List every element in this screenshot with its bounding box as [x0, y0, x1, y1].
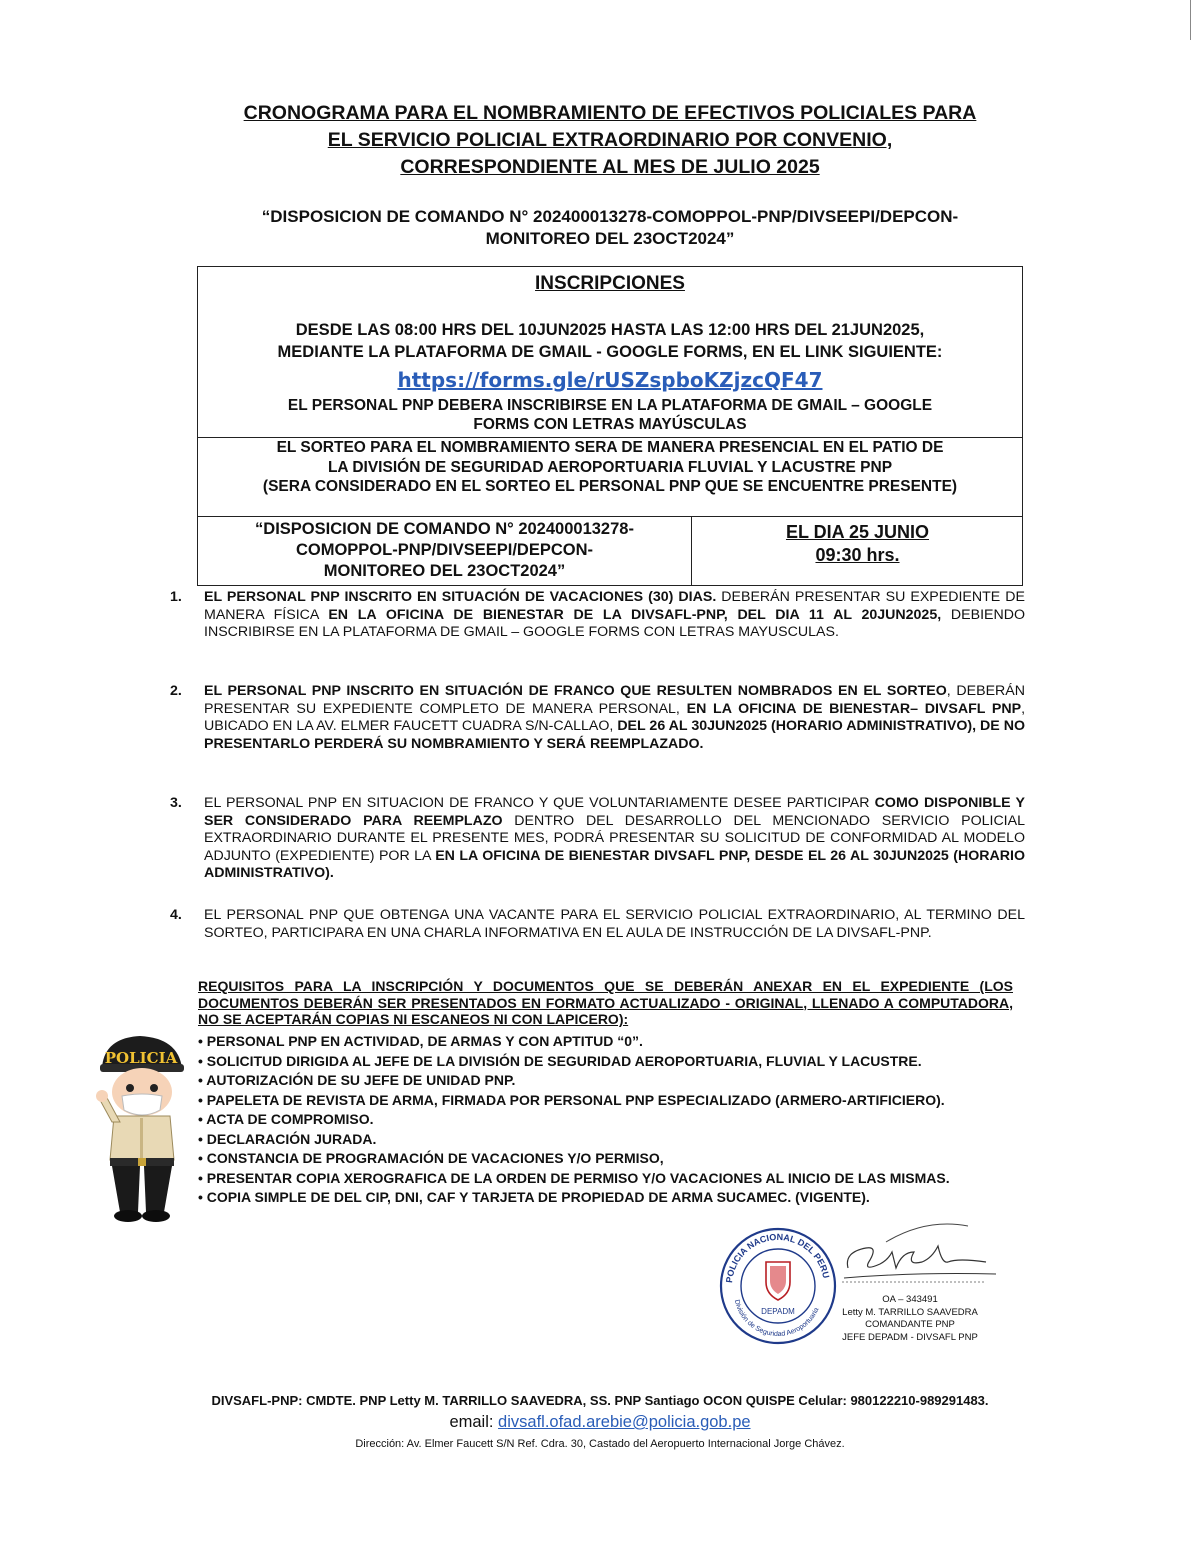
requisito-item: • AUTORIZACIÓN DE SU JEFE DE UNIDAD PNP. [198, 1071, 1038, 1091]
title-line: EL SERVICIO POLICIAL EXTRAORDINARIO POR CONVENIO, [327, 129, 893, 151]
requisito-item: • CONSTANCIA DE PROGRAMACIÓN DE VACACIONES Y/O PERMISO, [198, 1149, 1038, 1169]
signature-line: OA – 343491 [882, 1294, 938, 1305]
cell-divider [691, 516, 692, 585]
item-text-run: , DEBERÁN PRESENTAR SU EXPEDIENTE COMPLETO DE MANERA PERSONAL, [204, 683, 1025, 717]
signature-line: Letty M. TARRILLO SAAVEDRA [842, 1306, 978, 1318]
item-text-run: DENTRO DEL DESARROLLO DEL MENCIONADO SERVICIO POLICIAL EXTRAORDINARIO DURANTE EL PRESENTE MES, PODRÁ PRESENTAR SU SOLICITUD DE CONFORMIDAD AL MODELO ADJUNTO (EXPEDIENTE) POR LA [204, 812, 1025, 864]
requisito-item: • PRESENTAR COPIA XEROGRAFICA DE LA ORDEN DE PERMISO Y/O VACACIONES AL INICIO DE LAS MISMAS. [198, 1169, 1038, 1189]
scan-edge-mark [1190, 0, 1191, 40]
handwritten-signature [836, 1212, 1006, 1294]
google-forms-link[interactable]: https://forms.gle/rUSZspboKZjzcQF47 [397, 368, 823, 392]
subtitle-line: MONITOREO DEL 23OCT2024” [485, 229, 735, 248]
title-line: CORRESPONDIENTE AL MES DE JULIO 2025 [400, 156, 820, 178]
police-mascot-illustration [88, 1030, 193, 1230]
item-number: 4. [170, 907, 182, 923]
document-title [150, 100, 1070, 181]
item-text-bold: EN LA OFICINA DE BIENESTAR– DIVSAFL PNP [686, 700, 1022, 717]
inscripciones-note [198, 396, 1022, 434]
disposicion-cell [198, 519, 691, 582]
numbered-item [170, 907, 1025, 963]
period-line: MEDIANTE LA PLATAFORMA DE GMAIL - GOOGLE FORMS, EN EL LINK SIGUIENTE: [277, 343, 943, 361]
numbered-item [170, 795, 1025, 887]
email-label: email: [449, 1413, 494, 1431]
item-text-bold: DEL 26 AL 30JUN2025 (HORARIO ADMINISTRATIVO), DE NO PRESENTARLO PERDERÁ SU NOMBRAMIENTO Y SERÁ REEMPLAZADO. [204, 718, 1025, 752]
requisitos-list [198, 1032, 1038, 1208]
disposicion-line: “DISPOSICION DE COMANDO N° 202400013278- [255, 520, 634, 538]
signature-block [830, 1294, 990, 1344]
seal-ring-text: POLICIA NACIONAL DEL PERU [724, 1231, 832, 1284]
requisito-item: • COPIA SIMPLE DE DEL CIP, DNI, CAF Y TARJETA DE PROPIEDAD DE ARMA SUCAMEC. (VIGENTE). [198, 1188, 1038, 1208]
footer-email [0, 1413, 1200, 1432]
seal-bottom-text: División de Seguridad Aeroportuaria [732, 1299, 821, 1339]
sorteo-time: 09:30 hrs. [815, 545, 900, 565]
seal-center-text: DEPADM [761, 1307, 795, 1316]
inscripciones-title: INSCRIPCIONES [535, 273, 685, 294]
item-text-bold: EN LA OFICINA DE BIENESTAR DE LA DIVSAFL-PNP, DEL DIA 11 AL 20JUN2025, [328, 606, 942, 623]
numbered-item [170, 683, 1025, 775]
item-text [204, 589, 1025, 642]
item-text [204, 683, 1025, 753]
item-number: 1. [170, 589, 182, 605]
item-text [204, 907, 1025, 942]
requisitos-heading: REQUISITOS PARA LA INSCRIPCIÓN Y DOCUMENTOS QUE SE DEBERÁN ANEXAR EN EL EXPEDIENTE (LOS DOCUMENTOS DEBERÁN SER PRESENTADOS EN FORMATO ACTUALIZADO - ORIGINAL, LLENADO A COMPUTADORA, NO SE ACEPTARÁN COPIAS NI ESCANEOS NI CON LAPICERO): [198, 978, 1013, 1027]
item-text-bold: COMO DISPONIBLE Y SER CONSIDERADO PARA REEMPLAZO [204, 795, 1026, 829]
box-divider [198, 516, 1022, 517]
requisito-item: • ACTA DE COMPROMISO. [198, 1110, 1038, 1130]
item-text-run: EL PERSONAL PNP EN SITUACION DE FRANCO Y QUE VOLUNTARIAMENTE DESEE PARTICIPAR [204, 795, 875, 811]
footer-address: Dirección: Av. Elmer Faucett S/N Ref. Cdra. 30, Castado del Aeropuerto Internacional Jorge Chávez. [355, 1438, 845, 1450]
note-line: FORMS CON LETRAS MAYÚSCULAS [473, 416, 747, 433]
sorteo-date: EL DIA 25 JUNIO [785, 522, 930, 542]
item-text-run: , UBICADO EN LA AV. ELMER FAUCETT CUADRA S/N-CALLAO, [204, 700, 1026, 734]
item-text-bold: EN LA OFICINA DE BIENESTAR DIVSAFL PNP, DESDE EL 26 AL 30JUN2025 (HORARIO ADMINISTRATIVO). [204, 847, 1025, 881]
disposicion-line: COMOPPOL-PNP/DIVSEEPI/DEPCON- [295, 541, 594, 559]
sorteo-date-cell [693, 521, 1022, 567]
inscripciones-box [197, 266, 1023, 586]
footer-contact: DIVSAFL-PNP: CMDTE. PNP Letty M. TARRILLO SAAVEDRA, SS. PNP Santiago OCON QUISPE Celular: 980122210-989291483. [211, 1393, 989, 1408]
sorteo-line: EL SORTEO PARA EL NOMBRAMIENTO SERA DE MANERA PRESENCIAL EN EL PATIO DE [276, 439, 944, 456]
item-text-run: DEBIENDO INSCRIBIRSE EN LA PLATAFORMA DE GMAIL – GOOGLE FORMS CON LETRAS MAYUSCULAS. [204, 606, 1026, 640]
signature-line: JEFE DEPADM - DIVSAFL PNP [842, 1331, 978, 1343]
item-number: 3. [170, 795, 182, 811]
title-line: CRONOGRAMA PARA EL NOMBRAMIENTO DE EFECTIVOS POLICIALES PARA [243, 102, 977, 124]
inscripciones-period [198, 319, 1022, 363]
sorteo-line: LA DIVISIÓN DE SEGURIDAD AEROPORTUARIA FLUVIAL Y LACUSTRE PNP [327, 458, 893, 476]
numbered-item [170, 589, 1025, 661]
requisito-item: • SOLICITUD DIRIGIDA AL JEFE DE LA DIVISIÓN DE SEGURIDAD AEROPORTUARIA, FLUVIAL Y LACUSTRE. [198, 1052, 1038, 1072]
disposicion-line: MONITOREO DEL 23OCT2024” [323, 562, 566, 580]
item-text-bold: EL PERSONAL PNP INSCRITO EN SITUACIÓN DE FRANCO QUE RESULTEN NOMBRADOS EN EL SORTEO [204, 683, 947, 699]
sorteo-info [198, 438, 1022, 497]
item-text-bold: EL PERSONAL PNP INSCRITO EN SITUACIÓN DE VACACIONES (30) DIAS. [204, 589, 717, 605]
item-number: 2. [170, 683, 182, 699]
note-line: EL PERSONAL PNP DEBERA INSCRIBIRSE EN LA PLATAFORMA DE GMAIL – GOOGLE [287, 397, 933, 414]
signature-line: COMANDANTE PNP [865, 1319, 955, 1330]
period-line: DESDE LAS 08:00 HRS DEL 10JUN2025 HASTA LAS 12:00 HRS DEL 21JUN2025, [295, 321, 925, 339]
item-text-run: EL PERSONAL PNP QUE OBTENGA UNA VACANTE PARA EL SERVICIO POLICIAL EXTRAORDINARIO, AL TERMINO DEL SORTEO, PARTICIPARA EN UNA CHARLA INFORMATIVA EN EL AULA DE INSTRUCCIÓN DE LA DIVSAFL-PNP. [204, 907, 1025, 941]
item-text-run: DEBERÁN PRESENTAR SU EXPEDIENTE DE MANERA FÍSICA [204, 589, 1025, 623]
sorteo-line: (SERA CONSIDERADO EN EL SORTEO EL PERSONAL PNP QUE SE ENCUENTRE PRESENTE) [262, 478, 958, 495]
subtitle-line: “DISPOSICION DE COMANDO N° 202400013278-COMOPPOL-PNP/DIVSEEPI/DEPCON- [261, 207, 959, 226]
requisito-item: • DECLARACIÓN JURADA. [198, 1130, 1038, 1150]
item-text [204, 795, 1025, 883]
mascot-cap-text: POLICIA [104, 1049, 178, 1067]
requisito-item: • PERSONAL PNP EN ACTIVIDAD, DE ARMAS Y CON APTITUD “0”. [198, 1032, 1038, 1052]
email-link[interactable]: divsafl.ofad.arebie@policia.gob.pe [498, 1413, 751, 1431]
requisito-item: • PAPELETA DE REVISTA DE ARMA, FIRMADA POR PERSONAL PNP ESPECIALIZADO (ARMERO-ARTIFICIERO). [198, 1091, 1038, 1111]
official-seal [718, 1226, 838, 1346]
document-subtitle [150, 206, 1070, 250]
